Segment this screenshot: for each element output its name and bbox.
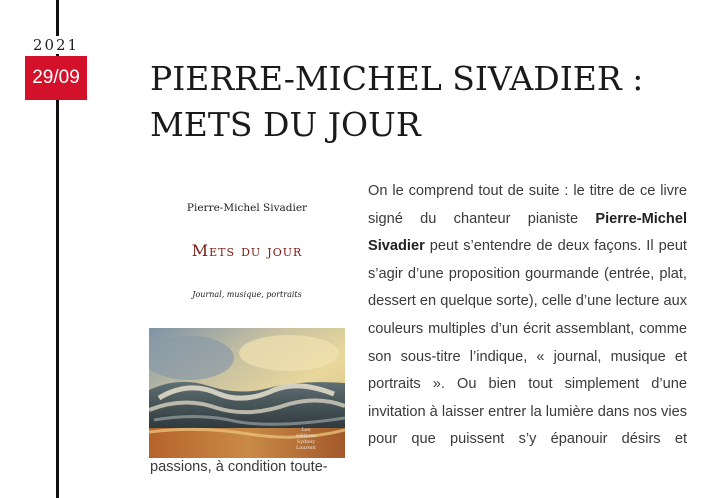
post-title[interactable]: PIERRE-MICHEL SIVADIER : METS DU JOUR	[150, 59, 644, 144]
article-body	[150, 178, 687, 482]
article-intro: On le comprend tout de suite : le titre de ce livre signé du chanteur pianiste	[368, 183, 687, 227]
book-cover-author: Pierre-Michel Sivadier	[186, 202, 308, 214]
article-body-text: peut s’entendre de deux façons. Il peut s’agir d’une proposition gourmande (entrée, plat, dessert en quelque sorte), celle d’une lecture aux couleurs multiples d’un écrit assemblant, comme son sous-titre l’indique, « journal, musique et portraits ». Ou bien tout simplement d’une invitation à laisser entrer la lumière dans nos vies pour que puissent s’y épanouir désirs et passions, à condition toute-	[150, 238, 687, 475]
post-date-badge: 29/09	[25, 56, 87, 100]
book-cover-publisher-mark: Les éditions Sydney Laurent	[295, 427, 317, 451]
image-float-spacer	[150, 178, 368, 448]
book-cover-subtitle: Journal, musique, portraits	[192, 290, 302, 299]
post-year: 2021	[26, 36, 86, 54]
book-cover-title: Mets du jour	[191, 241, 303, 260]
artist-name: Pierre-Michel Sivadier	[368, 210, 687, 255]
